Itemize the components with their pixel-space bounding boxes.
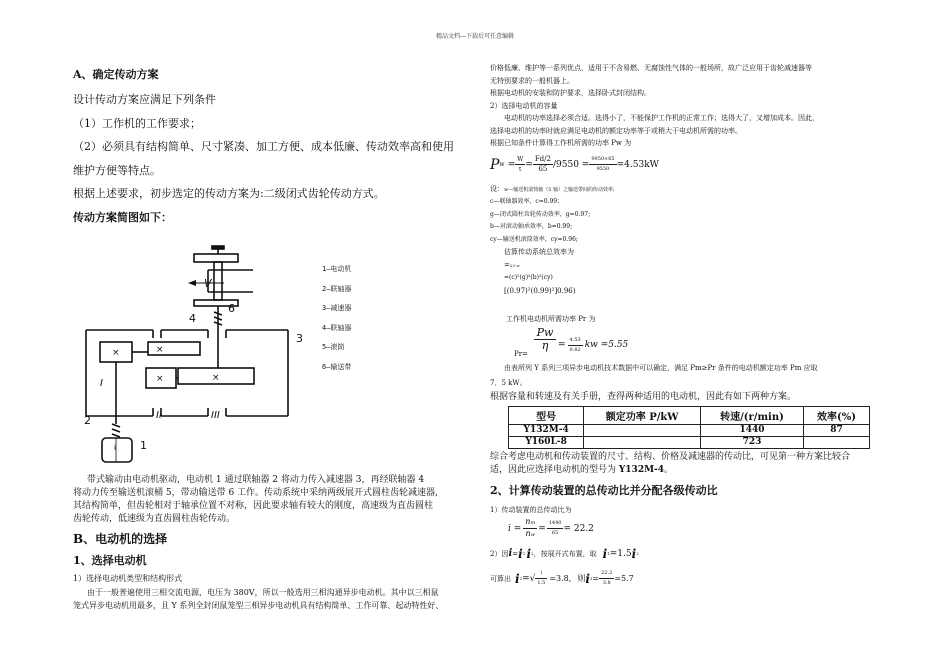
body-line: 由表所列 Y 系列三项异步电动机技术数据中可以确定，满足 Pm≥Pr 条件的电动机额定功率 Pm 应取 [504, 363, 818, 372]
section-2-title: 2、计算传动装置的总传动比并分配各级传动比 [490, 483, 718, 497]
right-column [490, 62, 880, 591]
formula-allocation: 2）因 i = i 1· i 2 ，按展开式布置，取 i 1 =1.5 i 2 [490, 546, 639, 561]
body-line: 根据容量和转速及有关手册，查得两种适用的电动机，因此有如下两种方案。 [490, 391, 797, 402]
efficiency-line: b—对滚动轴承效率，b=0.99; [490, 223, 573, 230]
label-4: 4 [189, 312, 196, 325]
formula-pw: P w = $\frac{W}{t}$ = $\frac{Fd/2}{65}$ /9550 = $\frac{9950\times 65}{9550}$ =4.53kW [490, 155, 659, 173]
paragraph: （1）工作机的工作要求； [73, 116, 201, 130]
body-line: 笼式异步电动机用最多，且 Y 系列全封闭鼠笼型三相异步电动机具有结构简单、工作可靠、起动特性好、 [73, 601, 444, 610]
section-1-title: 1、选择电动机 [73, 554, 147, 567]
table-cell: 1440 [700, 424, 803, 436]
body-line: 无特别要求的一般机器上。 [490, 76, 574, 85]
formula-line: [(0.97)²(0.99)²]0.96) [504, 286, 576, 295]
section-b-title: B、电动机的选择 [73, 532, 168, 546]
drum-cap [212, 246, 224, 249]
legend-item: 1—电动机 [322, 265, 352, 273]
formula-line: =(c)²(g)²(b)²(cy) [504, 274, 553, 281]
svg-text:×: × [156, 374, 164, 384]
paragraph: 维护方便等特点。 [73, 163, 161, 177]
legend-item: 3—减速器 [322, 304, 352, 312]
table-header: 型号 [509, 406, 584, 424]
table-cell [584, 436, 701, 448]
efficiency-line: g—闭式圆柱齿轮传动效率，g=0.97; [490, 210, 591, 218]
table-row [509, 436, 870, 448]
drum-shaft [214, 262, 222, 300]
legend-item: 2—联轴器 [322, 284, 352, 293]
efficiency-line: c—联轴器效率，c=0.99； [490, 198, 564, 205]
motor-body [102, 438, 132, 462]
paragraph: （2）必须具有结构简单、尺寸紧凑、加工方便、成本低廉、传动效率高和使用 [73, 140, 454, 153]
table-cell [584, 424, 701, 436]
body-line: 估算传动系统总效率为 [504, 248, 574, 256]
label-v: V [204, 277, 212, 290]
svg-text:×: × [112, 348, 120, 358]
body-line: 工作机电动机所需功率 Pr 为 [506, 315, 596, 323]
legend-item: 5—滚筒 [322, 343, 345, 351]
drum-top [194, 254, 238, 262]
body-line: 根据已知条件计算得工作机所需的功率 Pw 为 [490, 139, 632, 147]
label-shaft-3: III [211, 410, 220, 421]
label-6: 6 [228, 302, 235, 315]
label-shaft-1: I [100, 378, 103, 389]
body-line: 综合考虑电动机和传动装置的尺寸、结构、价格及减速器的传动比，可见第一种方案比较合 [490, 451, 851, 462]
coupling-4 [214, 312, 222, 325]
body-line: 适，因此应选择电动机的型号为 Y132M-4。 [490, 464, 674, 475]
description-line: 将动力传至输送机滚桶 5，带动输送带 6 工作。传动系统中采纳两级展开式圆柱齿轮减速器, [73, 488, 438, 498]
diagram-legend [322, 260, 351, 377]
label-3: 3 [296, 332, 303, 345]
description-line: 带式输动由电动机驱动，电动机 1 通过联轴器 2 将动力传入减速器 3，再经联轴器 4 [87, 475, 425, 485]
body-line: 选择电动机的功率时就应满足电动机的额定功率等于或稍大于电动机所需的功率。 [490, 126, 742, 135]
table-cell: 723 [700, 436, 803, 448]
efficiency-line: cy—输送机滚筒效率，cy=0.96; [490, 235, 578, 243]
left-column [73, 66, 466, 229]
label-shaft-2: II [156, 410, 162, 421]
formula-line: =23 w [504, 260, 520, 269]
description-line: 其结构简单，但齿轮相对于轴承位置不对称，因此要求轴有较大的刚度，高速级为直齿圆柱 [73, 501, 434, 511]
table-header: 额定功率 P/kW [584, 406, 701, 424]
svg-text:×: × [156, 345, 164, 355]
section-a-title: A、确定传动方案 [73, 68, 159, 81]
body-line: 7．5 kW。 [490, 379, 527, 387]
formula-result: 可算出 i 2 =√ $\frac{i}{1.5}$ =3.8, 则 i 1 = $\frac{22.2}{3.8}$ =5.7 [490, 570, 634, 586]
subheading: 1）选择电动机类型和结构形式 [73, 574, 183, 583]
formula-pr: Pw η Pr= = $\frac{4.53}{0.82}$ kw =5.55 [514, 325, 629, 358]
motor-table [508, 406, 870, 449]
svg-text:×: × [212, 373, 220, 383]
transmission-diagram [78, 238, 348, 468]
body-line: 根据电动机的安装和防护要求，选择卧式封闭结构。 [490, 89, 651, 97]
description-line: 齿轮传动，低速级为直齿圆柱齿轮传动。 [73, 514, 236, 524]
table-header-row [509, 406, 870, 424]
label-2: 2 [84, 414, 91, 427]
table-row [509, 424, 870, 436]
diagram-title: 传动方案简图如下： [73, 210, 172, 224]
body-line: 1）传动装置的总传动比为 [490, 505, 572, 514]
svg-text:i: i [114, 444, 116, 452]
page-header: 精品文档---下载后可任意编辑 [435, 33, 515, 40]
left-lower [73, 474, 466, 612]
legend-item: 6—输送带 [322, 362, 352, 371]
table-cell [804, 436, 870, 448]
table-header: 转速/(r/min) [700, 406, 803, 424]
table-cell: Y160L-8 [509, 436, 584, 448]
paragraph: 设计传动方案应满足下列条件 [73, 93, 216, 106]
subheading: 2）选择电动机的容量 [490, 101, 558, 110]
table-cell: 87 [804, 424, 870, 436]
label-1: 1 [140, 439, 147, 452]
body-line: 设：w—输送机滚筒轴（5 轴）之输送带间的传动效率; [490, 184, 615, 193]
body-line: 电动机的功率选择必须合适。选得小了，不能保护工作机的正常工作；选得大了，又增加成本。因此， [504, 114, 819, 122]
formula-ratio: i = $\frac{nm}{nw}$ = $\frac{1440}{65}$ = 22.2 [508, 517, 594, 538]
body-line: 由于一般普遍使用三相交流电源，电压为 380V，所以一般选用三相沟通异步电动机。其中以三相鼠 [87, 588, 439, 597]
legend-item: 4—联轴器 [322, 323, 352, 332]
coupling-2 [112, 424, 120, 437]
table-cell: Y132M-4 [509, 424, 584, 436]
paragraph: 根据上述要求，初步选定的传动方案为:二级闭式齿轮传动方式。 [73, 187, 385, 200]
table-header: 效率(%) [804, 406, 870, 424]
body-line: 价格低廉、维护等一系列优点，适用于不含易燃、无腐蚀性气体的一般场所，故广泛应用于齿轮减速器等 [490, 64, 812, 72]
